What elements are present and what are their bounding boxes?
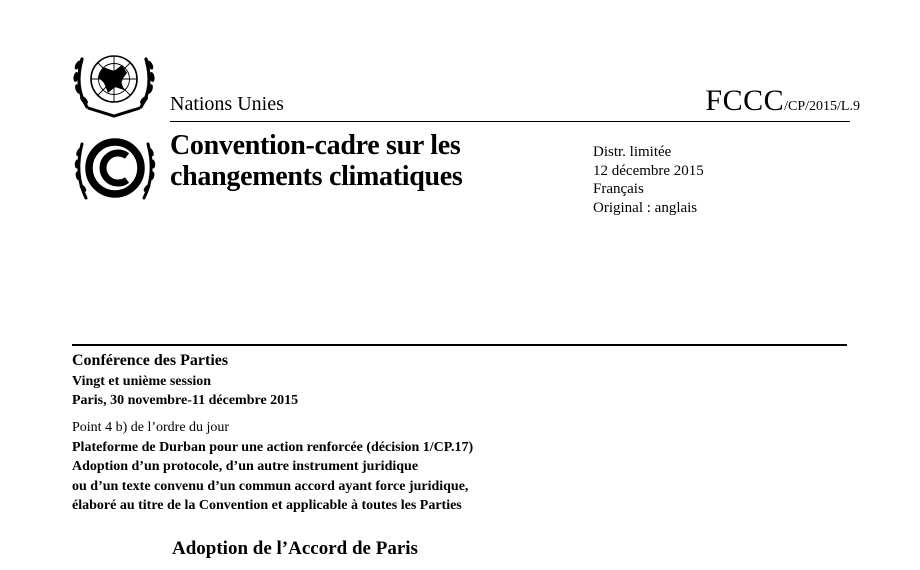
session-place-dates: Paris, 30 novembre-11 décembre 2015 bbox=[72, 393, 299, 408]
un-emblem-icon bbox=[70, 45, 158, 123]
session-name: Vingt et unième session bbox=[72, 374, 212, 389]
header-rule bbox=[170, 121, 850, 122]
convention-title bbox=[170, 130, 463, 192]
distribution-block bbox=[593, 143, 704, 217]
agenda-line: Plateforme de Durban pour une action renforcée (décision 1/CP.17) bbox=[72, 439, 474, 455]
convention-title-line1: Convention-cadre sur les bbox=[170, 130, 461, 161]
distr-original: Original : anglais bbox=[593, 199, 698, 216]
agenda-block bbox=[72, 418, 473, 516]
convention-title-line2: changements climatiques bbox=[170, 161, 463, 192]
agenda-line: élaboré au titre de la Convention et applicable à toutes les Parties bbox=[72, 498, 462, 513]
symbol-main: FCCC bbox=[705, 84, 785, 117]
document-symbol bbox=[705, 84, 860, 118]
distr-label: Distr. limitée bbox=[593, 144, 672, 160]
conference-name: Conférence des Parties bbox=[72, 352, 229, 369]
unfccc-logo-icon bbox=[72, 128, 158, 212]
distr-date: 12 décembre 2015 bbox=[593, 162, 704, 179]
document-title: Adoption de l’Accord de Paris bbox=[172, 538, 418, 559]
section-rule bbox=[72, 344, 847, 346]
symbol-suffix: /CP/2015/L.9 bbox=[784, 99, 860, 114]
organization-name: Nations Unies bbox=[170, 93, 284, 115]
distr-language: Français bbox=[593, 181, 644, 197]
agenda-line: Adoption d’un protocole, d’un autre instrument juridique bbox=[72, 459, 419, 474]
session-block bbox=[72, 372, 298, 410]
agenda-line: ou d’un texte convenu d’un commun accord ayant force juridique, bbox=[72, 478, 469, 494]
agenda-item: Point 4 b) de l’ordre du jour bbox=[72, 420, 230, 435]
